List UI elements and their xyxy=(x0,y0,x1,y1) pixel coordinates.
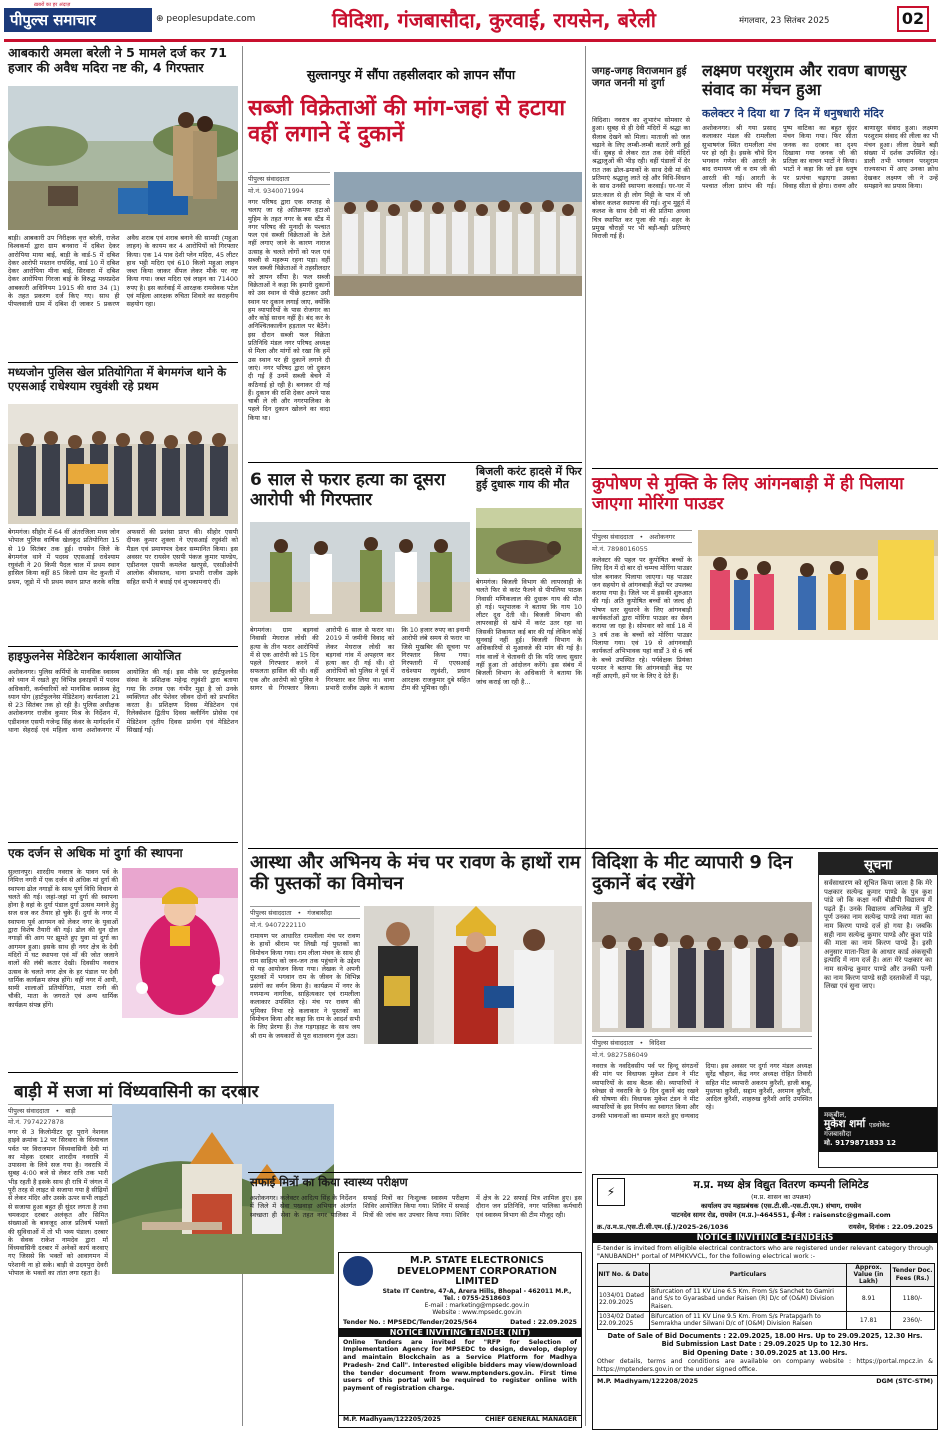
byline-place: बाड़ी xyxy=(65,1107,76,1115)
mpsedc-address: State IT Centre, 47-A, Arera Hills, Bhopal - 462011 M.P., Tel. : 0755-2518603 xyxy=(382,1287,572,1302)
story2-headline: मध्यजोन पुलिस खेल प्रतियोगिता में बेगमगंज थाने के एएसआई राधेश्याम रघुवंशी रहे प्रथम xyxy=(8,365,227,393)
story1-photo xyxy=(8,86,238,230)
mpmkvvcl-ref: क्र./उ.म.प्र./एस.टी.सी.एम.(ई.)/2025-26/1036 xyxy=(597,1223,729,1231)
mpsedc-body: Online Tenders are invited for "RFP for Selection of Implementation Agency for MPSEDC to design, develop, deploy and maintain Blockchain as a Service Platform for Madhya Pradesh- 2nd Call". Interested eligible bidders may view/download the tender document from www.mptenders.gov.in. First time users of this portal will be required to register online with payment of registration charge. xyxy=(343,1338,577,1393)
story6-byline: पीपुल्स संवाददाता xyxy=(248,172,330,185)
divider xyxy=(8,842,238,843)
mpmkvvcl-office: कार्यालय उप महाप्रबंधक (एस.टी.सी.-एस.टी.एम.) संभाग, रायसेन xyxy=(700,1202,862,1210)
table-cell: 8.91 xyxy=(847,1286,891,1311)
table-cell: Bifurcation of 11 KV Line 9.5 Km. From S/s Pratapgarh to Semrakha under Silwani D/c of (O&M) Division Raisen xyxy=(650,1312,847,1330)
story2-photo xyxy=(8,404,238,524)
story14-headline: सफाई मित्रों का किया स्वास्थ्य परीक्षण xyxy=(250,1175,408,1189)
story6-mobile: मो.नं. 9340071994 xyxy=(248,187,304,195)
mpmkvvcl-govt: (म.प्र. शासन का उपक्रम) xyxy=(751,1193,811,1201)
story11-byline: पीपुल्स संवाददाता • अशोकनगर xyxy=(592,530,692,543)
story5-headline: बाड़ी में सजा मां विंध्यवासिनी का दरबार xyxy=(14,1082,259,1102)
story13-photo xyxy=(592,902,812,1032)
notice-body: सर्वसाधारण को सूचित किया जाता है कि मेरे पक्षकार सत्येन्द्र कुमार पाण्डे के पुत्र कुश पांडे जो कि कक्षा नवीं बीडीपी विद्यालय में पढ़ते हैं। उनके विद्यालय अभिलेख में त्रुटि पूर्ण उनका नाम सत्येन्द्र पाण्डे तथा माता का नाम किरण पाण्डे दर्ज हो गया है। जबकि सही नाम सत्येन्द्र कुमार पाण्डे और कुश पांडे की माता का नाम किरण पाण्डे है। इसी अनुसार माता-पिता के आधार कार्ड अंकसूची इत्यादि में नाम दर्ज है। अतः मेरे पक्षकार का नाम सत्येन्द्र कुमार पाण्डे और उनकी पत्नी का नाम किरण पाण्डे सही दस्तावेजों में पढ़ा, लिखा एवं सुना जाए। xyxy=(824,879,932,991)
table-header: Approx. Value (in Lakh) xyxy=(847,1263,891,1286)
region-title: विदिशा, गंजबासौदा, कुरवाई, रायसेन, बरेली xyxy=(332,8,656,32)
notice-title: सूचना xyxy=(819,853,937,875)
mpsedc-tender-no: Tender No. : MPSEDC/Tender/2025/564 xyxy=(343,1318,478,1326)
mpmkvvcl-date-open: Bid Opening Date : 30.09.2025 at 13.00 Hrs. xyxy=(682,1348,848,1357)
advocate-mobile: मो. 9179871833 12 xyxy=(824,1139,896,1147)
mpsedc-company: M.P. STATE ELECTRONICS DEVELOPMENT CORPORATION LIMITED xyxy=(396,1255,558,1287)
divider xyxy=(592,468,938,469)
mpsedc-tender-date: Dated : 22.09.2025 xyxy=(510,1318,577,1326)
table-row xyxy=(598,1312,935,1330)
story10-photo xyxy=(476,508,582,574)
mpmkvvcl-company: म.प्र. मध्य क्षेत्र विद्युत वितरण कम्पनी लिमिटेड xyxy=(693,1179,869,1191)
story13-mobile: मो.नं. 9827586049 xyxy=(592,1051,648,1059)
story4-headline: एक दर्जन से अधिक मां दुर्गा की स्थापना xyxy=(8,846,183,860)
table-cell: 1034/01 Dated 22.09.2025 xyxy=(598,1286,650,1311)
byline-name: पीपुल्स संवाददाता xyxy=(8,1107,50,1115)
mpmkvvcl-notice-title: NOTICE INVITING E-TENDERS xyxy=(593,1233,937,1243)
story10-body: बेगमगंज। बिजली विभाग की लापरवाही के चलते फिर से करंट फैलने से पीपलिया पाठक निवासी मणिकलाल की दुधारू गाय की मौत हो गई। पशुपालक ने बताया कि गाय 10 लीटर दूध देती थी। बिजली विभाग की लापरवाही से खंभे में करंट उतर रहा था जिसकी शिकायत कई बार की गई लेकिन कोई सुनवाई नहीं हुई। बिजली विभाग के अधिकारियों से मुआवजे की मांग की गई है। गांव वालों ने चेतावनी दी कि यदि जल्द सुधार नहीं हुआ तो आंदोलन करेंगे। इस संबंध में बिजली विभाग के अधिकारी ने बताया कि जांच कराई जा रही है... xyxy=(476,578,582,686)
mpmkvvcl-logo-icon: ⚡ xyxy=(597,1178,625,1206)
mpsedc-footer-right: CHIEF GENERAL MANAGER xyxy=(485,1415,577,1423)
story5-body-cont xyxy=(112,1278,238,1426)
story6-headline: सब्जी विक्रेताओं की मांग-जहां से हटाया वहीं लगाने दें दुकानें xyxy=(248,96,566,147)
story14-body: अशोकनगर। कलेक्टर आदित्य सिंह के निर्देशन में जिले में सेवा पखवाड़ा अभियान अंतर्गत स्वच्छता ही सेवा के तहत नगर पालिका में सफाई मित्रों का निःशुल्क स्वास्थ्य परीक्षण शिविर आयोजित किया गया। शिविर में सफाई मित्रों की जांच कर उपचार किया गया। शिविर में क्षेत्र के 22 सफाई मित्र शामिल हुए। इस दौरान जन प्रतिनिधि, नगर पालिका कर्मचारी एवं स्वास्थ्य विभाग की टीम मौजूद रही। xyxy=(250,1194,582,1219)
story8-headline: लक्ष्मण परशुराम और रावण बाणसुर संवाद का मंचन हुआ xyxy=(702,61,907,99)
divider xyxy=(248,1172,582,1173)
story9-headline: 6 साल से फरार हत्या का दूसरा आरोपी भी गिरफ्तार xyxy=(250,470,446,511)
page-number: 02 xyxy=(897,6,929,32)
mpsedc-email[interactable]: E-mail : marketing@mpsedc.gov.in xyxy=(424,1301,530,1309)
story11-body: कलेक्टर की पहल पर कुपोषित बच्चों के लिए दिन में दो बार दो चम्मच मोरिंगा पाउडर घोल बनाकर पिलाया जाएगा। यह पाउडर जन सहयोग से आंगनबाड़ी केंद्रों पर उपलब्ध कराया गया है। जिले भर में इसकी शुरुआत की गई। अति कुपोषित बच्चों को जल्द ही पोषण स्तर सुधारने के लिए आंगनबाड़ी कार्यकर्ताओं द्वारा मोरिंगा पाउडर का सेवन कराया जा रहा है। सोमवार को वार्ड 18 में 3 वर्ष तक के बच्चों को मोरिंगा पाउडर पिलाया गया। एवं 19 से आंगनवाड़ी कार्यकर्ता अभिभावक यहां वार्डों 3 से 6 वर्ष के बच्चे उपस्थित रहे। पर्यवेक्षक प्रियंका परमार ने बताया कि आंगनवाड़ी केंद्र पर नहीं आएगी, हमें घर के लिए दे देते हैं। xyxy=(592,556,692,681)
story4-photo xyxy=(122,868,238,1018)
table-header: Tender Doc. Fees (Rs.) xyxy=(891,1263,935,1286)
table-cell: 17.81 xyxy=(847,1312,891,1330)
paper-tagline: ख़बरों का हर अंदाज़ xyxy=(34,2,71,8)
story6-kicker: सुल्तानपुर में सौंपा तहसीलदार को ज्ञापन सौंपा xyxy=(306,67,516,82)
story8-body: अशोकनगर। श्री गया प्रसाद कलाकार मंडल की रामलीला सुभाषगंज स्थित रामलीला मंच पर हो रही है। इसके चौथे दिन भगवान गणेश की आरती के बाद रामायण जी व राम जी की आरती की गई। आरती के पश्चात लीला प्रारंभ की गई। पुष्प वाटिका का बहुत सुंदर मंचन किया गया। फिर सीता जनक का दरबार का दृश्य दिखाया गया जनक जी की प्रतिज्ञा का वाचन भाटों ने किया। भाटों ने कहा कि जो इस धनुष पर प्रत्यंचा चढ़ाएगा उसका विवाह सीता से होगा। रावण और बाणासुर संवाद हुआ। लक्ष्मण परशुराम संवाद की लीला का भी मंचन हुआ। लीला देखने बड़ी संख्या में दर्शक उपस्थित रहे। डाली तभी भगवान परशुराम राज्यसभा में आए उनका क्रोध देखकर लक्ष्मण जी ने उन्हें समझाने का प्रयास किया। xyxy=(702,124,938,191)
story2-body: बेगमगंज। सीहोर में 64 वीं अंतरजिला मध्य जोन भोपाल पुलिस वार्षिक खेलकूद प्रतियोगिता 15 से 19 सितंबर तक हुई। रायसेन जिले के बेगमगंज थाने में पदस्थ एएसआई राधेश्याम रघुवंशी ने 20 किमी पैदल चाल में प्रथम स्थान हासिल किया वहीं 85 किलो ग्राम वेट कुश्ती में प्रथम, जूडो में भी प्रथम स्थान प्राप्त करके वरिष्ठ अफसरों की प्रशंसा प्राप्त की। सीहोर एसपी दीपक कुमार शुक्ला ने एएसआई रघुवंशी को मैडल एवं प्रमाणपत्र देकर सम्मानित किया। इस अवसर पर रायसेन एसपी पंकज कुमार पाण्डेय, एडीशनल एसपी कमलेश खरपुसे, एसडीओपी आलोक श्रीवास्तव, थाना प्रभारी राजीव उइके सहित सभी ने बधाई एवं शुभकामनाएं दीं। xyxy=(8,528,238,586)
story13-headline: विदिशा के मीट व्यापारी 9 दिन दुकानें बंद रखेंगे xyxy=(592,852,793,895)
tender-mpsedc xyxy=(338,1252,582,1428)
story6-body-cont xyxy=(334,300,582,458)
table-cell: 1034/02 Dated 22.09.2025 xyxy=(598,1312,650,1330)
story4-body: सुल्तानपुर। शारदीय नवरात्र के पावन पर्व के निमित्त नगरी में एक दर्जन से अधिक मां दुर्गा की स्थापना ढोल नगाड़ों के साथ पूर्ण विधि विधान से चलते की गई। जहां-जहां मां दुर्गा की स्थापना होना है वहां के दुर्गा पंडाल दुर्गा उत्सव मनाने हेतु सज धज कर तैयार हो चुके हैं। दुर्गा के नगर में स्थापना पूर्व आगमन को लेकर नगर के युवाओं द्वारा विशेष तैयारी की गई। ढोल की धुन दोल नगाड़ों की आग पर झूमते हुए युवा मां दुर्गा का आगमन हुआ। इसके साथ ही नगर क्षेत्र के देवी मंदिरों में घट स्थापना एवं माँ की जोत जलाने वालों की लंबी कतार देखी। दिवसीय नवरात्र उत्सव के चलते नगर क्षेत्र के हर पंडाल पर देवी धार्मिक कार्यक्रम संपन्न होंगे। वहीं नगर में आयी, सामी शालाओं प्रतियोगिता, माता रानी की चौकी, माता के जगराते एवं अन्य धार्मिक कार्यक्रम संपन्न होंगे। xyxy=(8,868,118,1009)
masthead-rule xyxy=(4,39,936,42)
story12-byline: पीपुल्स संवाददाता • गंजबासौदा xyxy=(250,906,360,919)
story3-body: अशोकनगर। पुलिस कर्मियों के मानसिक स्वास्थ्य को ध्यान में रखते हुए विभिन्न इकाइयों में पदस्थ अधिकारी, कर्मचारियों को मानसिक स्वास्थ्य हेतु ध्यान योग (हार्टफुलनेस मेडिटेशन) कार्यशाला 21 से 23 सितंबर तक हो रही है। पुलिस अधीक्षक अशोकनगर राजीव कुमार मिश्र के निर्देशन में, एडीशनल एसपी गजेन्द्र सिंह कंवर के मार्गदर्शन में थाना सेहराई एवं महिला थाना अशोकनगर में आयोजित की गई। इस मौके पर हार्टफुलनेस संस्था के प्रशिक्षक महेन्द्र रघुवंशी द्वारा बताया गया कि तनाव एक गंभीर मुद्दा है जो उनके व्यक्तिगत और पेशेवर जीवन दोनों को प्रभावित करता है। प्रशिक्षण दिवस मेडिटेशन एवं रिलेक्सेशन द्वितीय दिवस क्लीनिंग प्रोसेस एवं मेडिटेशन तृतीय दिवस प्रार्थना एवं मेडिटेशन सिखाई गई। xyxy=(8,668,238,735)
story5-byline: पीपुल्स संवाददाता • बाड़ी xyxy=(8,1104,238,1117)
story8-kicker: कलेक्टर ने दिया था 7 दिन में धनुषधारी मंदिर xyxy=(702,107,884,120)
story11-headline: कुपोषण से मुक्ति के लिए आंगनबाड़ी में ही पिलाया जाएगा मोरिंगा पाउडर xyxy=(592,474,904,515)
story12-headline: आस्था और अभिनय के मंच पर रावण के हाथों राम की पुस्तकों का विमोचन xyxy=(250,852,581,895)
story13-byline: पीपुल्स संवाददाता • विदिशा xyxy=(592,1036,812,1049)
story5-body: नगर से 3 किलोमीटर दूर पुराने नेशनल हाइवे क्रमांक 12 पर सिरवारा के विंध्याचल पर्वत पर विराजमान विंध्यवासिनी देवी मां का मोहक दरबार शारदीय नवरात्रि में उपासना के लिये सज गया है। नवरात्रि में सुबह 4:00 बजे से लेकर रात्रि तक भारी भीड़ रहती है इसके साथ ही रात्रि में जंगल में पूरी तरह से लाइट से सजाया गया है सीढ़ियों से लेकर मंदिर और उसके ऊपर सभी लाइटों से सजाया हुआ बहुत ही सुंदर लगता है तथा चमकदार दरबार अलंकृत और सिमित संख्याओं के बावजूद आज प्रतिवर्ष भक्तों की सुविधाओं में तो भी भव्य पंडाल। दरबार के सेवक राकेश नामदेव द्वारा माँ विंध्यवासिनी दरबार में अनेकों कार्य करवाए गए जिससे कि भक्तों को आवागमन में परेशानी ना हो सके। बाड़ी से उदयपुरा देवरी भोपाल के भक्तों का तांता लगा रहता है। xyxy=(8,1128,108,1278)
story6-body: नगर परिषद द्वारा एक सप्ताह से चलाए जा रहे अतिक्रमण हटाओ मुहिम के तहत नगर के बस स्टैंड में नगर परिषद की मुनादी के पश्चात फल एवं सब्जी विक्रेताओं के ठेले नहीं लगाए जाने के कारण नाराज उत्साह के चलते लोगों को फल एवं सब्जी से महरूम रहना पड़ा। वहीं फल सब्जी विक्रेताओं ने तहसीलदार को ज्ञापन सौंपा है। फल सब्जी विक्रेताओं ने कहा कि हमारी दुकानों को उस स्थान से पीछे हटाकर उसी स्थान पर दुकान लगाई जाए, क्योंकि हम व्यापारियों के पास रोजगार का और कोई साधन नहीं है। बंद कर के अनिश्चितकालीन हड़ताल पर बैठेंगे। इस दौरान सब्जी फल विक्रेता प्रतिनिधि मंडल नगर परिषद अध्यक्ष से मिला और मांगों को रखा कि हमें उस स्थान पर ही दुकानें लगाने दी जाएं। नगर परिषद द्वारा जो दुकान दी गई हैं उनमें सब्जी बेचने में कठिनाई हो रही है। बनाकर दी गई हैं। दुकान की राशि देकर अपने पास चाबी ले ली और नगरपालिका के पहले दिन दुकान खोलने का वादा किया था। xyxy=(248,198,330,422)
mpmkvvcl-other: Other details, terms and conditions are available on company website : https://portal.mpcz.in & https://mptenders.gov.in or the under signed office. xyxy=(597,1358,933,1373)
advocate-label: मकबील, xyxy=(824,1111,847,1119)
column-rule xyxy=(585,46,586,1426)
mpmkvvcl-footer-right: DGM (STC-STM) xyxy=(876,1376,933,1385)
story11-body-cont xyxy=(698,644,938,844)
table-cell: 1180/- xyxy=(891,1286,935,1311)
story12-body-tail xyxy=(250,1252,334,1428)
advocate-place: गंजबासौदा xyxy=(824,1130,852,1138)
story11-photo xyxy=(698,530,938,640)
table-cell: Bifurcation of 11 KV Line 6.5 Km. From S/s Sanchet to Gamiri and S/s to Gyarasbad under Raisen (R) D/c of (O&M) Division Raisen. xyxy=(650,1286,847,1311)
table-row xyxy=(598,1286,935,1311)
mpsedc-logo-icon xyxy=(343,1256,373,1286)
story13-body: नवरात्र के नवदिवसीय पर्व पर हिन्दू संगठनों की मांग पर विधायक मुकेश टंडन ने मीट व्यापारियों के साथ बैठक की। व्यापारियों ने स्वेच्छा से नवरात्रि के 9 दिन दुकानें बंद रखने की घोषणा की। विधायक मुकेश टंडन ने मीट व्यापारियों के इस निर्णय का स्वागत किया और उनकी भावनाओं का सम्मान करते हुए धन्यवाद दिया। इस अवसर पर दुर्गा नगर मंडल अध्यक्ष सुरेंद्र चौहान, केंद्र नगर अध्यक्ष रोहित तिवारी सहित मीट व्यापारी अकरम कुरैशी, हाजी बाबू, मुस्तफा कुरैशी, सद्दाम कुरैशी, अरमान कुरैशी, आदिल कुरैशी, शाहरुख कुरैशी आदि उपस्थित रहे। xyxy=(592,1062,812,1120)
story6-photo xyxy=(334,172,582,296)
story12-body-cont xyxy=(364,1048,582,1168)
story9-body: बेगमगंज। ग्राम बड़गवां निवासी मेघराज लोधी की हत्या के तीन फरार आरोपियों में से एक आरोपी को 15 दिन पहले गिरफ्तार करने में सफलता हासिल की थी। वहीं एक और आरोपी को पुलिस ने सागर से गिरफ्तार किया। आरोपी 6 साल से फरार था। 2019 में जमीनी विवाद को लेकर मेघराज लोधी का बड़गवां गांव में अपहरण कर हत्या कर दी गई थी। दो आरोपियों को पुलिस ने पूर्व में गिरफ्तार कर लिया था। थाना प्रभारी राजीव उइके ने बताया कि 10 हजार रुपए का इनामी आरोपी लंबे समय से फरार था जिसे मुखबिर की सूचना पर गिरफ्तार किया गया। गिरफ्तारी में एएसआई राधेश्याम रघुवंशी, प्रधान आरक्षक राजकुमार दुबे सहित टीम की भूमिका रही। xyxy=(250,626,470,693)
mpmkvvcl-footer-left: M.P. Madhyam/122208/2025 xyxy=(597,1376,699,1385)
mpmkvvcl-date-sale: Date of Sale of Bid Documents : 22.09.2025, 18.00 Hrs. Up to 29.09.2025, 12.30 Hrs. xyxy=(607,1331,923,1340)
table-cell: 2360/- xyxy=(891,1312,935,1330)
story1-headline: आबकारी अमला बरेली ने 5 मामले दर्ज कर 71 हजार की अवैध मदिरा नष्ट की, 4 गिरफ्तार xyxy=(8,45,227,75)
website-link[interactable]: ⊕ peoplesupdate.com xyxy=(156,14,256,24)
story3-headline: हाइफुलनेस मेडिटेशन कार्यशाला आयोजित xyxy=(8,649,182,663)
masthead xyxy=(4,2,942,38)
story12-body: रामायण पर आधारित रामलीला मंच पर रावण के हाथों श्रीराम पर लिखी गई पुस्तकों का विमोचन किया गया। राम लीला मंचन के साथ ही राम साहित्य को जन-जन तक पहुंचाने के उद्देश्य से यह आयोजन किया गया। लेखक ने अपनी पुस्तकों में भगवान राम के जीवन के विभिन्न प्रसंगों का वर्णन किया है। कार्यक्रम में नगर के गणमान्य नागरिक, साहित्यकार एवं रामलीला कलाकार उपस्थित रहे। मंच पर रावण की भूमिका निभा रहे कलाकार ने पुस्तकों का विमोचन किया और कहा कि राम के आदर्श सभी के लिए प्रेरणा हैं। तेज गड़गड़ाहट के साथ जय श्री राम के जयकारों से पूरा वातावरण गूंज उठा। xyxy=(250,932,360,1040)
mpmkvvcl-address: पाटनदेव सागर रोड, रायसेन (म.प्र.)-464551, ई-मेल : raisenstc@gmail.com xyxy=(671,1211,891,1219)
story7-body: विदिशा। नवरात्र का शुभारंभ सोमवार से हुआ। सुबह से ही देवी मंदिरों में श्रद्धा का सैलाब देखने को मिला। माताजी को जल चढ़ाने के लिए लम्बी-लम्बी कतारें लगी हुई थीं। सुबह से लेकर रात तक देवी मंदिरों श्रद्धालुओं की भीड़ रही। वहीं पंडालों में देर रात तक ढोल-ढमाकों के साथ देवी मां की प्रतिमाएं श्रद्धालु लाते रहे और विधि-विधान के साथ उनकी स्थापना करवाई। घर-घर में प्रात:काल से ही लोग मिट्टी के पात्र में जौ बोकर कलश स्थापना की गई। शुभ मुहूर्त में कलश के साथ देवी मां की प्रतिमा अथवा चित्र स्थापित कर पूजा की गई। शहर के प्रमुख चौराहों पर भी बड़ी-बड़ी प्रतिमाएं विराजी गई हैं। xyxy=(592,116,690,241)
table-header: Particulars xyxy=(650,1263,847,1286)
divider xyxy=(8,1072,238,1073)
mpmkvvcl-intro: E-tender is invited from eligible electrical contractors who are registered under relevant category through "ANUBANDH" portal of MPMKVVCL, for the following electrical work :- xyxy=(597,1245,933,1260)
divider xyxy=(248,848,938,849)
advocate-title: एडवोकेट xyxy=(868,1121,890,1129)
mpmkvvcl-ref-date: रायसेन, दिनांक : 22.09.2025 xyxy=(848,1223,933,1231)
tender-mpmkvvcl xyxy=(592,1174,938,1430)
mpmkvvcl-table xyxy=(597,1263,935,1330)
mpsedc-website[interactable]: Website : www.mpsedc.gov.in xyxy=(432,1308,522,1316)
story12-mobile: मो.नं. 9407222110 xyxy=(250,921,306,929)
story11-mobile: मो.नं. 7898016055 xyxy=(592,545,648,553)
story1-body: बाड़ी। आबकारी उप निरीक्षक वृत्त बरेली, राजेश विश्वकर्मा द्वारा ग्राम बनवारा में दबिश देकर आरोपिया माया बाई, बाड़ी के वार्ड-5 में दबिश देकर आरोपी मस्तान रायसिंह, वार्ड 10 में दबिश देकर आरोपिया मीना बाई, सिरवारा में दबिश देकर आरोपिया गिरजा बाई के विरुद्ध मध्यप्रदेश आबकारी अधिनियम 1915 की धारा 34 (1) के तहत प्रकरण दर्ज किए गए। साथ ही पीपलवाली ग्राम में दबिश दी जाकर 5 प्रकरण अवैध शराब एवं शराब बनाने की सामग्री (महुआ लाहन) के कायम कर 4 आरोपियों को गिरफ्तार किया। एक 14 पाव देशी प्लेन मदिरा, 45 लीटर हाथ भट्टी मदिरा एवं 610 किलो महुआ लाहन जब्त किया जाकर सैंपल लेकर मौके पर नष्ट किया गया। जब्त मदिरा एवं लाहन का 71400 रुपए है। इस कार्रवाई में आरक्षक रामसेवक पटेल एवं महिला आरक्षक रुचिता शिवारे का सराहनीय सहयोग रहा। xyxy=(8,234,238,309)
divider xyxy=(8,646,238,647)
divider xyxy=(8,362,238,363)
public-notice xyxy=(818,852,938,1168)
story9-photo xyxy=(250,522,470,622)
table-header: NIT No. & Date xyxy=(598,1263,650,1286)
divider xyxy=(248,462,582,463)
advocate-name: मुकेश शर्मा xyxy=(824,1118,866,1130)
story12-photo xyxy=(364,906,582,1044)
paper-logo: पीपुल्स समाचार xyxy=(4,8,152,32)
globe-icon: ⊕ xyxy=(156,14,167,24)
story7-headline: जगह-जगह विराजमान हुई जगत जननी मां दुर्गा xyxy=(592,66,687,89)
mpsedc-notice-title: NOTICE INVITING TENDER (NIT) xyxy=(339,1328,581,1337)
mpmkvvcl-date-submit: Bid Submission Last Date : 29.09.2025 Up to 12.30 Hrs. xyxy=(661,1340,869,1349)
mpsedc-footer-left: M.P. Madhyam/122205/2025 xyxy=(343,1415,441,1423)
issue-date: मंगलवार, 23 सितंबर 2025 xyxy=(739,16,830,26)
story4-body-cont xyxy=(122,1022,238,1068)
story5-mobile: मो.नं. 7974227878 xyxy=(8,1118,64,1126)
story10-headline: बिजली करंट हादसे में फिर हुई दुधारू गाय की मौत xyxy=(476,465,582,491)
